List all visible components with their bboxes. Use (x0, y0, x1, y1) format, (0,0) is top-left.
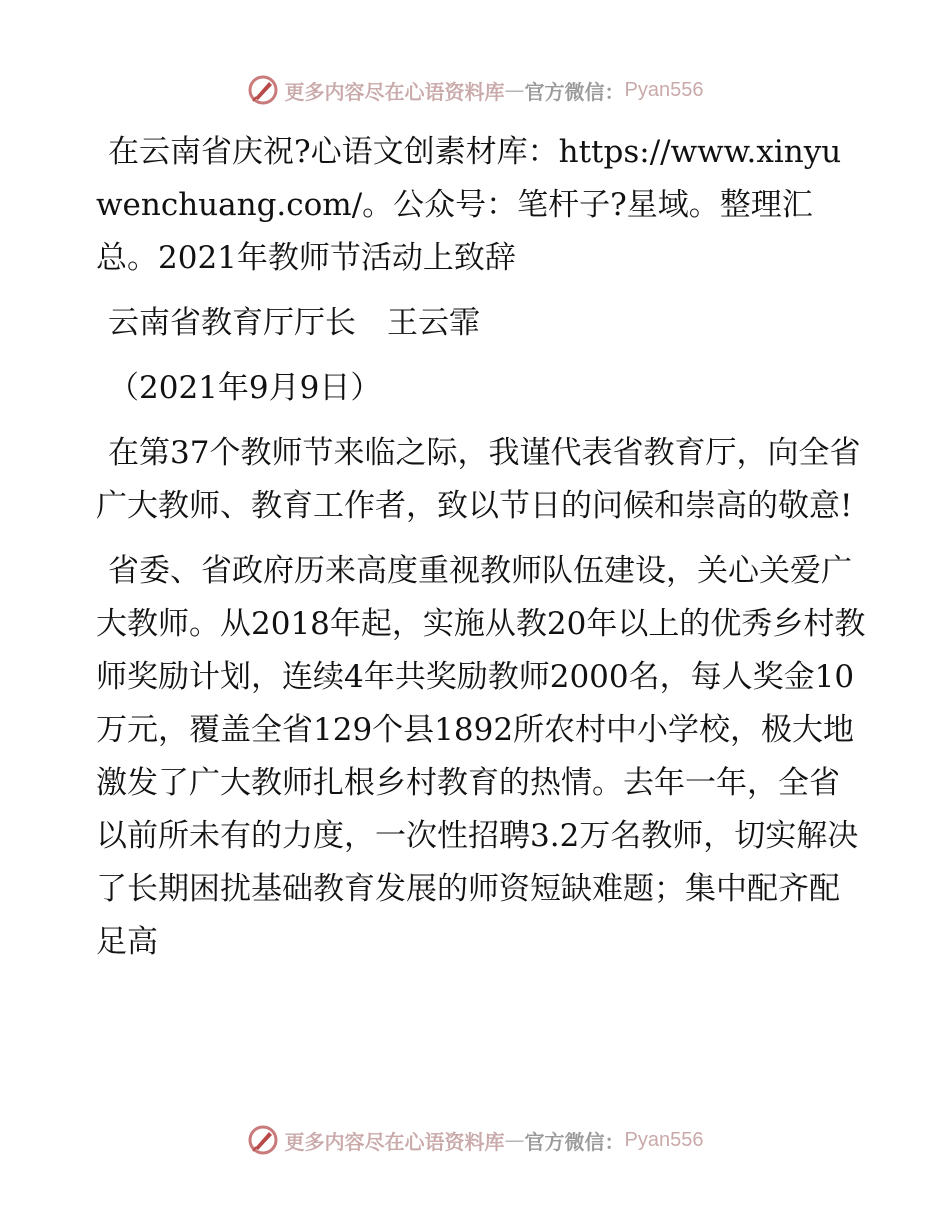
watermark-wechat-id: Pyan556 (624, 78, 704, 101)
watermark-banner-top (0, 68, 950, 112)
watermark-slogan: 更多内容尽在心语资料库 (284, 79, 505, 104)
watermark-banner-bottom (0, 1118, 950, 1162)
watermark-wechat-id: Pyan556 (624, 1128, 704, 1151)
body-paragraph: 在第37个教师节来临之际，我谨代表省教育厅，向全省广大教师、教育工作者，致以节日的问候和崇高的敬意! (96, 435, 861, 524)
watermark-slogan: 更多内容尽在心语资料库 (284, 1129, 505, 1154)
date-line: （2021年9月9日） (108, 370, 382, 406)
watermark-official-label: 官方微信： (524, 79, 625, 104)
quill-seal-logo-icon (247, 1124, 279, 1156)
body-paragraph: 省委、省政府历来高度重视教师队伍建设，关心关爱广大教师。从2018年起，实施从教20年以上的优秀乡村教师奖励计划，连续4年共奖励教师2000名，每人奖金10万元，覆盖全省129个县1892所农村中小学校，极大地激发了广大教师扎根乡村教育的热情。去年一年，全省以前所未有的力度，一次性招聘3.2万名教师，切实解决了长期困扰基础教育发展的师资短缺难题；集中配齐配足高 (96, 553, 866, 960)
document-body (96, 126, 866, 969)
document-title-paragraph: 在云南省庆祝?心语文创素材库：https://www.xinyuwenchuang.com/。公众号：笔杆子?星域。整理汇总。2021年教师节活动上致辞 (96, 134, 842, 276)
watermark-official-label: 官方微信： (524, 1129, 625, 1154)
watermark-dash: — (504, 78, 525, 102)
quill-seal-logo-icon (247, 74, 279, 106)
speaker-line: 云南省教育厅厅长 王云霏 (108, 305, 480, 341)
watermark-dash: — (504, 1128, 525, 1152)
